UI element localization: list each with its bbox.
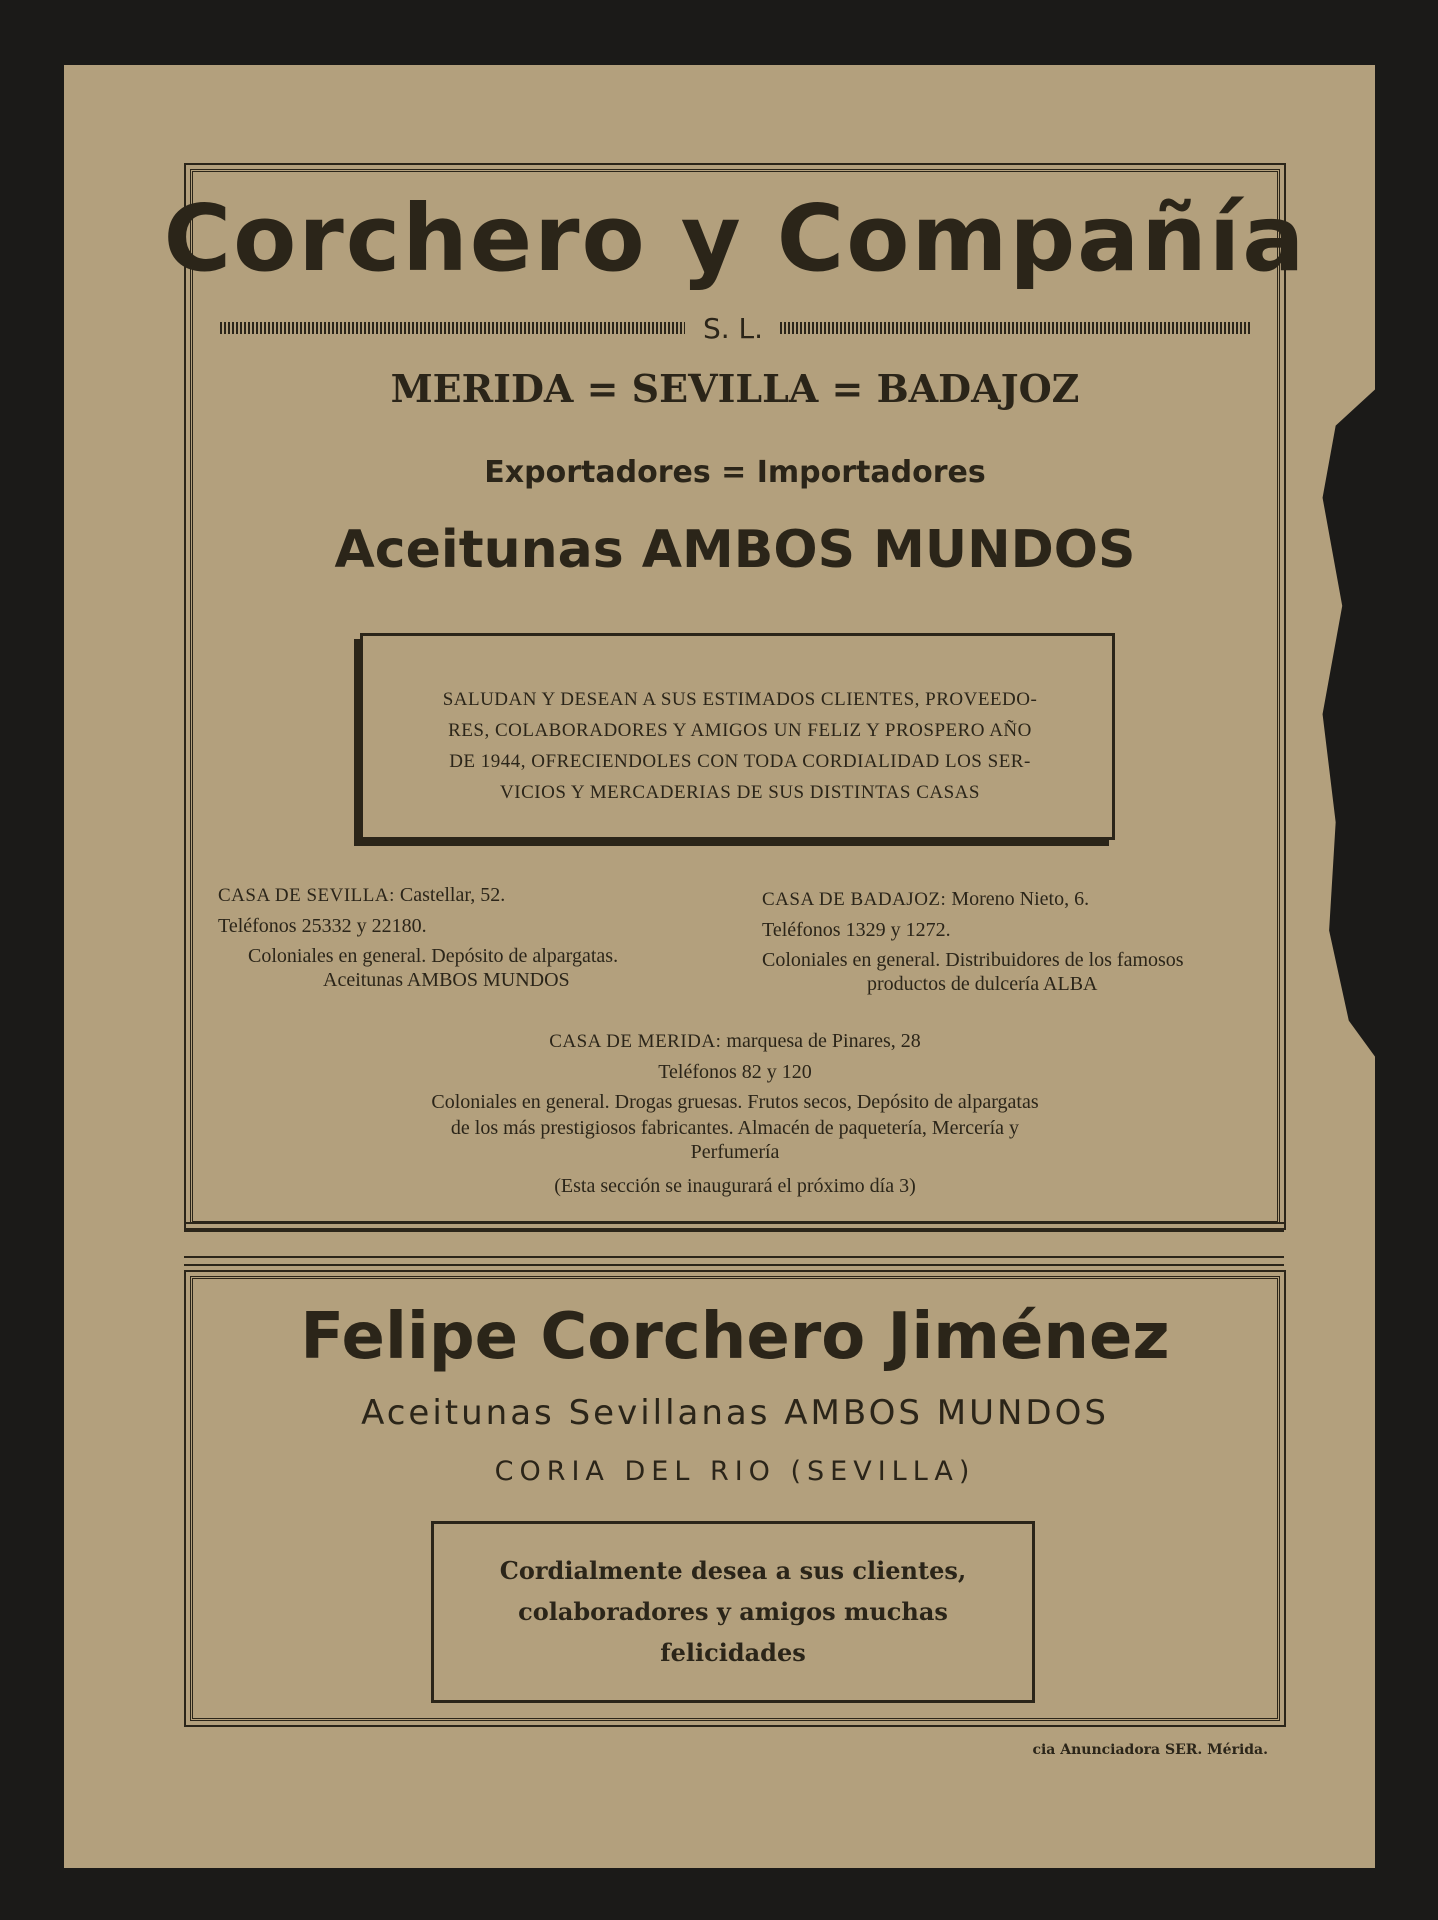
greeting-text xyxy=(500,1550,966,1673)
branch-phones: Teléfonos 82 y 120 xyxy=(658,1061,812,1083)
greeting-line: DE 1944, OFRECIENDOLES CON TODA CORDIALIDAD LOS SER- xyxy=(449,751,1031,772)
greeting-line: colaboradores y amigos muchas xyxy=(518,1597,948,1626)
branch-address: marquesa de Pinares, 28 xyxy=(726,1030,921,1052)
brand-line: Aceitunas Sevillanas AMBOS MUNDOS xyxy=(361,1393,1109,1433)
branch-note: (Esta sección se inaugurará el próximo día 3) xyxy=(554,1175,916,1197)
greeting-line: felicidades xyxy=(660,1638,806,1667)
greeting-line: Cordialmente desea a sus clientes, xyxy=(499,1556,967,1585)
greeting-line: RES, COLABORADORES Y AMIGOS UN FELIZ Y PROSPERO AÑO xyxy=(448,720,1032,741)
trade-line: Exportadores = Importadores xyxy=(484,455,986,490)
branch-address: Castellar, 52. xyxy=(399,884,506,906)
branch-heading: CASA DE MERIDA: xyxy=(549,1031,722,1052)
separator-rule xyxy=(184,1256,1284,1266)
branch-address: Moreno Nieto, 6. xyxy=(951,888,1090,910)
greeting-line: SALUDAN Y DESEAN A SUS ESTIMADOS CLIENTES, PROVEEDO- xyxy=(442,689,1038,710)
branch-heading: CASA DE BADAJOZ: xyxy=(762,889,947,910)
agency-credit: cia Anunciadora SER. Mérida. xyxy=(1032,1742,1268,1758)
company-suffix: S. L. xyxy=(702,312,764,345)
greeting-line: VICIOS Y MERCADERIAS DE SUS DISTINTAS CASAS xyxy=(500,782,980,803)
ad-title: Corchero y Compañía xyxy=(163,185,1307,292)
branch-description: Aceitunas AMBOS MUNDOS xyxy=(323,969,570,991)
branch-phones: Teléfonos 1329 y 1272. xyxy=(762,919,951,941)
branch-heading: CASA DE SEVILLA: xyxy=(218,885,395,906)
decorative-rule xyxy=(220,322,685,334)
casa-badajoz xyxy=(762,884,1184,999)
casa-merida xyxy=(431,1026,1038,1201)
separator-rule xyxy=(184,1222,1284,1232)
branch-description: Perfumería xyxy=(690,1141,780,1163)
brand-line: Aceitunas AMBOS MUNDOS xyxy=(334,520,1136,580)
greeting-text xyxy=(443,684,1038,808)
branch-description: Coloniales en general. Depósito de alpargatas. xyxy=(248,945,619,967)
branch-description: Coloniales en general. Drogas gruesas. Frutos secos, Depósito de alpargatas xyxy=(431,1091,1039,1113)
cities: MERIDA = SEVILLA = BADAJOZ xyxy=(390,366,1080,411)
casa-sevilla xyxy=(218,880,618,995)
branch-description: Coloniales en general. Distribuidores de los famosos xyxy=(762,949,1184,971)
branch-description: productos de dulcería ALBA xyxy=(867,973,1098,995)
decorative-rule xyxy=(780,322,1250,334)
branch-description: de los más prestigiosos fabricantes. Almacén de paquetería, Mercería y xyxy=(450,1117,1020,1139)
branch-phones: Teléfonos 25332 y 22180. xyxy=(218,915,427,937)
ad-title: Felipe Corchero Jiménez xyxy=(300,1300,1170,1374)
place-line: CORIA DEL RIO (SEVILLA) xyxy=(494,1456,976,1487)
